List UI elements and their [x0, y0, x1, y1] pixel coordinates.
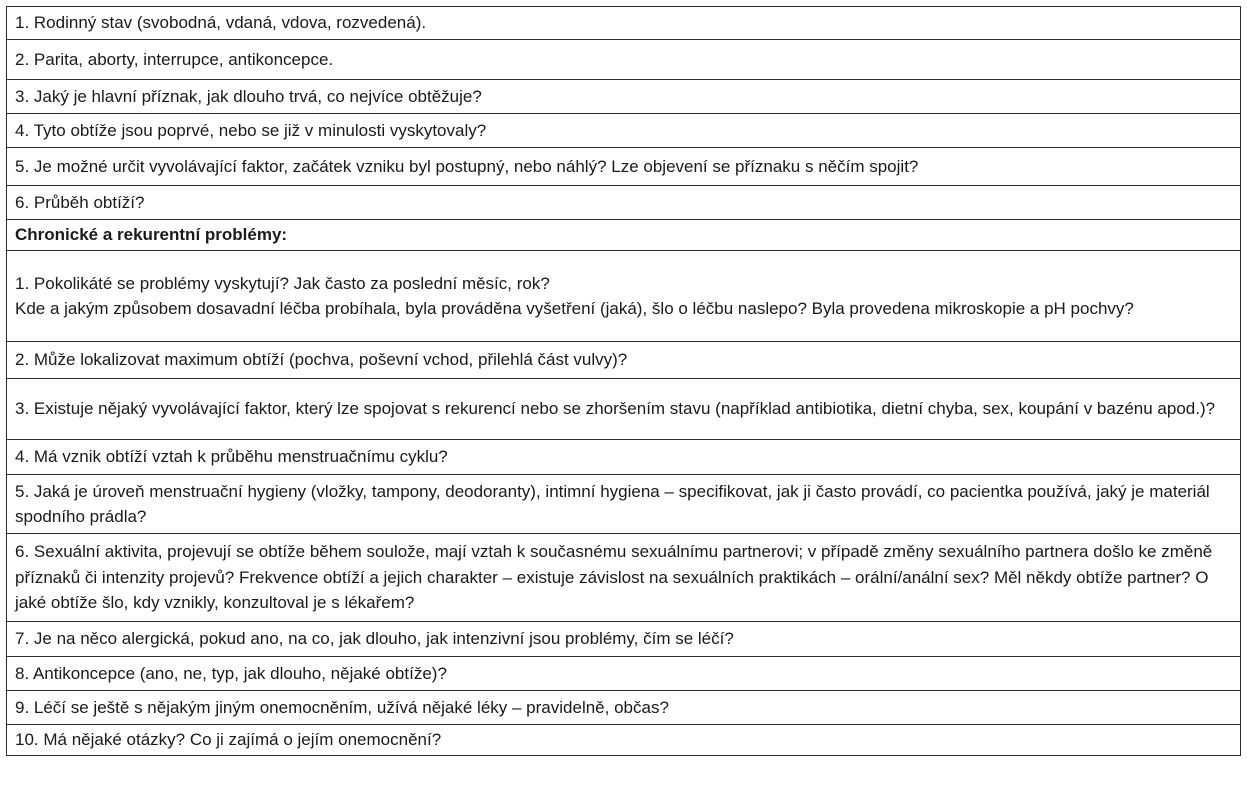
table-row	[7, 148, 1241, 186]
table-row	[7, 622, 1241, 657]
table-row	[7, 114, 1241, 148]
table-row	[7, 725, 1241, 756]
question-cell: 6. Sexuální aktivita, projevují se obtíže během soulože, mají vztah k současnému sexuálnímu partnerovi; v případě změny sexuálního partnera došlo ke změně příznaků či intenzity projevů? Frekvence obtíží a jejich charakter – existuje závislost na sexuálních praktikách – orální/anální sex? Měl někdy obtíže partner? O jaké obtíže šlo, kdy vznikly, konzultoval je s lékařem?	[7, 534, 1241, 622]
question-cell: 5. Jaká je úroveň menstruační hygieny (vložky, tampony, deodoranty), intimní hygiena – specifikovat, jak ji často provádí, co pacientka používá, jaký je materiál spodního prádla?	[7, 475, 1241, 534]
table-row	[7, 7, 1241, 40]
table-row	[7, 657, 1241, 691]
question-cell: 5. Je možné určit vyvolávající faktor, začátek vzniku byl postupný, nebo náhlý? Lze objevení se příznaku s něčím spojit?	[7, 148, 1241, 186]
table-row	[7, 691, 1241, 725]
table-row	[7, 251, 1241, 342]
table-row	[7, 475, 1241, 534]
table-row	[7, 40, 1241, 80]
questionnaire-table-wrapper	[6, 6, 1241, 756]
table-row	[7, 342, 1241, 379]
section-heading-row	[7, 220, 1241, 251]
table-row	[7, 379, 1241, 440]
section-heading: Chronické a rekurentní problémy:	[7, 220, 1241, 251]
table-row	[7, 186, 1241, 220]
anamnesis-questionnaire-table	[6, 6, 1241, 756]
question-cell: 4. Tyto obtíže jsou poprvé, nebo se již v minulosti vyskytovaly?	[7, 114, 1241, 148]
question-cell: 10. Má nějaké otázky? Co ji zajímá o jejím onemocnění?	[7, 725, 1241, 756]
question-cell: 9. Léčí se ještě s nějakým jiným onemocněním, užívá nějaké léky – pravidelně, občas?	[7, 691, 1241, 725]
table-row	[7, 80, 1241, 114]
question-cell: 8. Antikoncepce (ano, ne, typ, jak dlouho, nějaké obtíže)?	[7, 657, 1241, 691]
question-cell: 7. Je na něco alergická, pokud ano, na co, jak dlouho, jak intenzivní jsou problémy, čím se léčí?	[7, 622, 1241, 657]
question-cell: 3. Existuje nějaký vyvolávající faktor, který lze spojovat s rekurencí nebo se zhoršením stavu (například antibiotika, dietní chyba, sex, koupání v bazénu apod.)?	[7, 379, 1241, 440]
question-cell: 3. Jaký je hlavní příznak, jak dlouho trvá, co nejvíce obtěžuje?	[7, 80, 1241, 114]
table-row	[7, 534, 1241, 622]
table-row	[7, 440, 1241, 475]
question-cell: 2. Může lokalizovat maximum obtíží (pochva, poševní vchod, přilehlá část vulvy)?	[7, 342, 1241, 379]
question-cell: 1. Rodinný stav (svobodná, vdaná, vdova, rozvedená).	[7, 7, 1241, 40]
question-cell: 6. Průběh obtíží?	[7, 186, 1241, 220]
question-cell: 4. Má vznik obtíží vztah k průběhu menstruačnímu cyklu?	[7, 440, 1241, 475]
question-cell: 2. Parita, aborty, interrupce, antikoncepce.	[7, 40, 1241, 80]
question-cell: 1. Pokolikáté se problémy vyskytují? Jak často za poslední měsíc, rok? Kde a jakým způsobem dosavadní léčba probíhala, byla prováděna vyšetření (jaká), šlo o léčbu naslepo? Byla provedena mikroskopie a pH pochvy?	[7, 251, 1241, 342]
